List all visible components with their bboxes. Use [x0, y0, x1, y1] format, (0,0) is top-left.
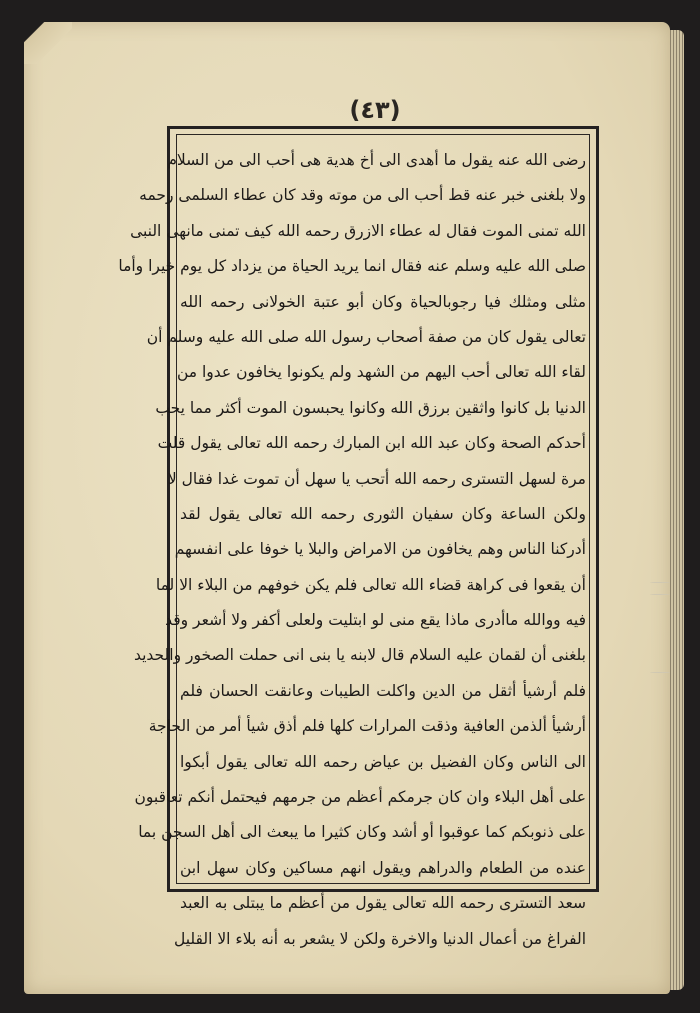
- text-line: أحدكم الصحة وكان عبد الله ابن المبارك رحمه الله تعالى يقول قلت: [157, 434, 586, 453]
- text-line: على أهل البلاء وان كان جرمكم أعظم من جرمهم فيحتمل أنكم تعاقبون: [134, 788, 586, 807]
- text-line: لقاء الله تعالى أحب اليهم من الشهد ولم يكونوا يخافون عدوا من: [176, 363, 586, 382]
- text-line: الله تمنى الموت فقال له عطاء الازرق رحمه الله كيف تمنى مانهى النبى: [130, 221, 586, 240]
- text-line: على ذنوبكم كما عوقبوا أو أشد وكان كثيرا ما يبعث الى أهل السجن بما: [138, 823, 586, 842]
- text-frame: [118, 126, 599, 948]
- text-line: ولا بلغنى خبر عنه قط أحب الى من موته وقد كان عطاء السلمى رحمه: [139, 186, 586, 205]
- text-line: الفراغ من أعمال الدنيا والاخرة ولكن لا يشعر به أنه بلاء الا القليل: [173, 929, 586, 948]
- text-line: أدركنا الناس وهم يخافون من الامراض والبلا يا خوفا على انفسهم: [174, 540, 586, 559]
- text-line: صلى الله عليه وسلم عنه فقال انما يريد الحياة من يزداد كل يوم خيرا وأما: [118, 257, 586, 276]
- dog-eared-corner: [24, 22, 72, 64]
- text-line: بلغنى أن لقمان عليه السلام قال لابنه يا بنى انى حملت الصخور والحديد: [133, 646, 586, 665]
- text-line: فلم أرشيأ أثقل من الدين واكلت الطيبات وعانقت الحسان فلم: [180, 681, 586, 700]
- page-number: (٤٣): [349, 96, 401, 124]
- text-line: الدنيا بل كانوا واثقين برزق الله وكانوا يحبسون الموت أكثر مما يحب: [155, 398, 586, 417]
- binding-thread: [650, 582, 670, 583]
- text-line: مرة لسهل التسترى رحمه الله أتحب يا سهل أن تموت غدا فقال لا: [167, 469, 586, 488]
- text-line: فيه ووالله ماأدرى ماذا يقع منى لو ابتليت ولعلى أكفر ولا أشعر وقد: [165, 611, 586, 630]
- arabic-text-block: [118, 143, 586, 957]
- text-line: مثلى ومثلك فيا رجوبالحياة وكان أبو عتبة الخولانى رحمه الله: [180, 292, 586, 311]
- text-line: أرشيأ ألذمن العافية وذقت المرارات كلها فلم أذق شيأ أمر من الحاجة: [148, 717, 586, 736]
- text-line: أن يقعوا فى كراهة قضاء الله تعالى فلم يكن خوفهم من البلاء الا لما: [155, 575, 586, 594]
- binding-thread: [650, 594, 670, 595]
- text-line: الى الناس وكان الفضيل بن عياض رحمه الله تعالى يقول أبكوا: [180, 752, 586, 771]
- text-line: رضى الله عنه يقول ما أهدى الى أخ هدية هى أحب الى من السلام: [167, 151, 586, 169]
- text-line: سعد التسترى رحمه الله تعالى يقول من أعظم ما يبتلى به العبد: [180, 894, 586, 913]
- text-line: عنده من الطعام والدراهم ويقول انهم مساكين وكان سهل ابن: [180, 858, 586, 877]
- binding-thread: [650, 672, 670, 673]
- text-line: تعالى يقول كان من صفة أصحاب رسول الله صلى الله عليه وسلم أن: [146, 327, 586, 346]
- text-line: ولكن الساعة وكان سفيان الثورى رحمه الله تعالى يقول لقد: [180, 504, 586, 523]
